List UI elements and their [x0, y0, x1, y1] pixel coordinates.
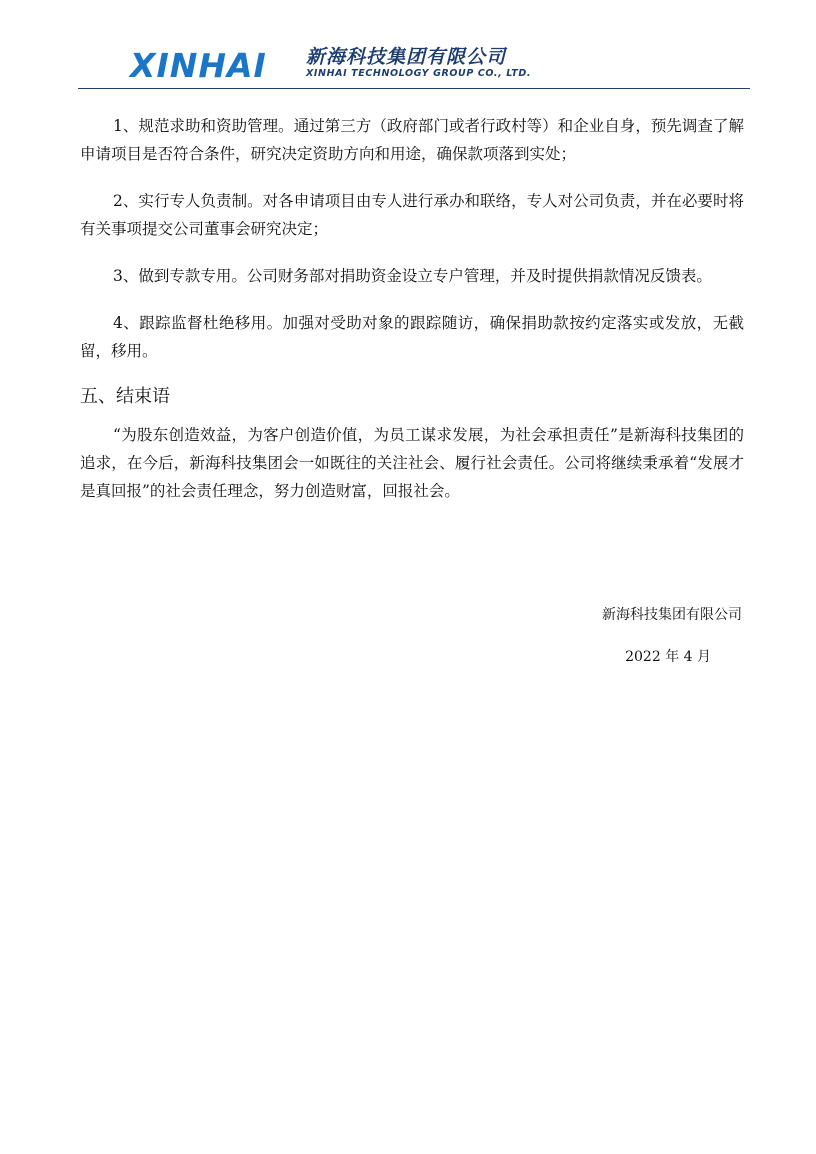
company-logo: XINHAI — [130, 46, 267, 85]
signature-company: 新海科技集团有限公司 — [602, 607, 742, 623]
page-header — [78, 40, 750, 89]
company-name-en: XINHAI TECHNOLOGY GROUP CO., LTD. — [306, 68, 532, 79]
paragraph-4: 4、跟踪监督杜绝移用。加强对受助对象的跟踪随访，确保捐助款按约定落实或发放，无截留，移用。 — [80, 314, 744, 360]
paragraph-3: 3、做到专款专用。公司财务部对捐助资金设立专户管理，并及时提供捐款情况反馈表。 — [113, 267, 712, 285]
closing-paragraph: “为股东创造效益，为客户创造价值，为员工谋求发展，为社会承担责任”是新海科技集团的追求，在今后，新海科技集团会一如既往的关注社会、履行社会责任。公司将继续秉承着“发展才是真回报”的社会责任理念，努力创造财富，回报社会。 — [80, 426, 744, 500]
paragraph-1: 1、规范求助和资助管理。通过第三方（政府部门或者行政村等）和企业自身，预先调查了解申请项目是否符合条件，研究决定资助方向和用途，确保款项落到实处； — [80, 117, 744, 163]
document-body — [80, 112, 744, 505]
signature-date: 2022 年 4 月 — [625, 649, 711, 665]
section-heading: 五、结束语 — [80, 386, 170, 407]
paragraph-2: 2、实行专人负责制。对各申请项目由专人进行承办和联络，专人对公司负责，并在必要时将有关事项提交公司董事会研究决定； — [80, 192, 744, 238]
company-name-cn: 新海科技集团有限公司 — [306, 46, 507, 68]
